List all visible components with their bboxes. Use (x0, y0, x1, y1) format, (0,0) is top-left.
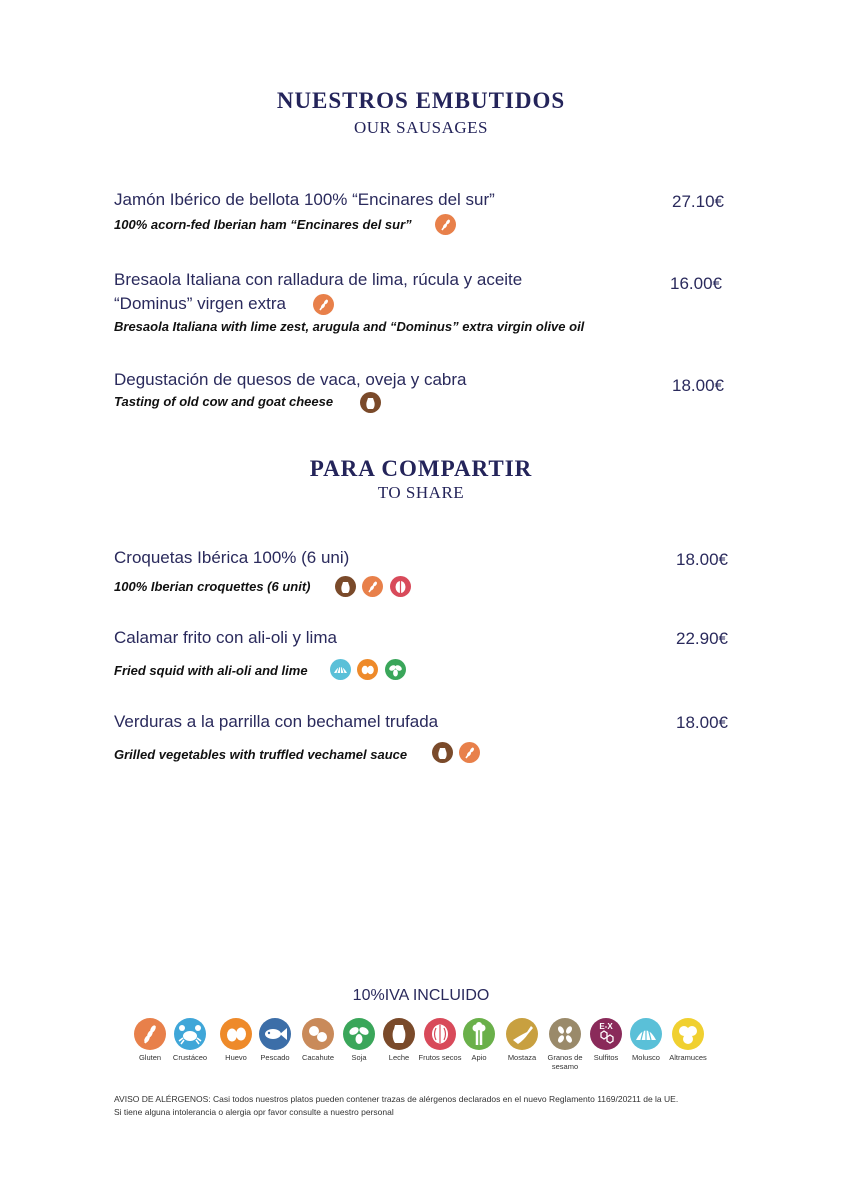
iva-notice: 10%IVA INCLUIDO (352, 987, 490, 1004)
fish-icon (259, 1018, 291, 1050)
legend-label: Crustáceo (172, 1053, 208, 1062)
dish-translation: Grilled vegetables with truffled vechamel sauce (114, 747, 408, 762)
legend-soja (337, 1018, 381, 1062)
milk-icon (335, 576, 356, 597)
dish-price: 18.00€ (676, 713, 728, 732)
dish-allergens (358, 392, 381, 413)
legend-label: Cacahute (301, 1053, 335, 1062)
egg-icon (220, 1018, 252, 1050)
legend-frutos-secos (418, 1018, 462, 1062)
dish-allergens (333, 576, 411, 597)
legend-pescado (253, 1018, 297, 1062)
sulphite-badge-text: E-X (599, 1022, 613, 1031)
shell-icon (630, 1018, 662, 1050)
legend-label: Frutos secos (418, 1053, 462, 1062)
legend-label: Molusco (632, 1053, 660, 1062)
dish-name: Calamar frito con ali-oli y lima (114, 628, 337, 647)
section-title-embutidos: NUESTROS EMBUTIDOS (276, 88, 566, 113)
legend-apio (457, 1018, 501, 1062)
dish-allergens (433, 214, 456, 235)
legend-altramuces (666, 1018, 710, 1062)
mustard-icon (506, 1018, 538, 1050)
soy-icon (385, 659, 406, 680)
legend-mostaza (500, 1018, 544, 1062)
section-subtitle-sausages: OUR SAUSAGES (354, 118, 488, 137)
dish-name: Degustación de quesos de vaca, oveja y cabra (114, 370, 467, 389)
legend-label: Gluten (138, 1053, 162, 1062)
legend-molusco (624, 1018, 668, 1062)
legend-label: Huevo (225, 1053, 247, 1062)
legend-label: Sulfitos (593, 1053, 619, 1062)
dish-name: Verduras a la parrilla con bechamel trufada (114, 712, 439, 731)
soy-icon (343, 1018, 375, 1050)
dish-allergens (328, 659, 406, 680)
legend-label: Pescado (260, 1053, 290, 1062)
shell-icon (330, 659, 351, 680)
legend-label: Soja (351, 1053, 367, 1062)
legend-cacahute (296, 1018, 340, 1062)
sesame-icon (549, 1018, 581, 1050)
peanut-icon (302, 1018, 334, 1050)
nut-icon (424, 1018, 456, 1050)
legend-label: Granos de sesamo (547, 1053, 583, 1071)
allergen-notice-line1: AVISO DE ALÉRGENOS: Casi todos nuestros platos pueden contener trazas de alérgenos declarados en el nuevo Reglamento 1169/20211 de la UE. (114, 1094, 679, 1104)
dish-price: 16.00€ (670, 274, 722, 293)
legend-sesamo (543, 1018, 587, 1071)
dish-name: Jamón Ibérico de bellota 100% “Encinares del sur” (114, 190, 495, 209)
egg-icon (357, 659, 378, 680)
crab-icon (174, 1018, 206, 1050)
nut-icon (390, 576, 411, 597)
milk-icon (383, 1018, 415, 1050)
legend-gluten (128, 1018, 172, 1062)
legend-sulfitos (584, 1018, 628, 1062)
gluten-icon (134, 1018, 166, 1050)
dish-price: 18.00€ (672, 376, 724, 395)
section-title-compartir: PARA COMPARTIR (309, 456, 533, 481)
dish-name: Croquetas Ibérica 100% (6 uni) (114, 548, 350, 567)
legend-label: Apio (471, 1053, 487, 1062)
gluten-icon (362, 576, 383, 597)
dish-allergens (430, 742, 480, 763)
dish-translation: 100% Iberian croquettes (6 unit) (114, 579, 311, 594)
milk-icon (360, 392, 381, 413)
dish-translation: 100% acorn-fed Iberian ham “Encinares del sur” (114, 217, 412, 232)
legend-label: Leche (388, 1053, 410, 1062)
legend-leche (377, 1018, 421, 1062)
gluten-icon (313, 294, 334, 315)
lupin-icon (672, 1018, 704, 1050)
legend-label: Altramuces (669, 1053, 707, 1062)
dish-name-line2: “Dominus” virgen extra (114, 294, 286, 313)
dish-translation: Fried squid with ali-oli and lime (114, 663, 308, 678)
legend-crustaceo (168, 1018, 212, 1062)
gluten-icon (435, 214, 456, 235)
dish-price: 27.10€ (672, 192, 724, 211)
dish-price: 22.90€ (676, 629, 728, 648)
gluten-icon (459, 742, 480, 763)
allergen-notice-line2: Si tiene alguna intolerancia o alergia opr favor consulte a nuestro personal (114, 1107, 394, 1117)
dish-allergens (311, 294, 334, 315)
dish-name-line1: Bresaola Italiana con ralladura de lima, rúcula y aceite (114, 270, 523, 289)
section-subtitle-share: TO SHARE (377, 483, 465, 502)
dish-translation: Tasting of old cow and goat cheese (114, 394, 334, 409)
dish-price: 18.00€ (676, 550, 728, 569)
dish-translation: Bresaola Italiana with lime zest, arugula and “Dominus” extra virgin olive oil (114, 319, 585, 334)
legend-label: Mostaza (507, 1053, 537, 1062)
legend-huevo (214, 1018, 258, 1062)
milk-icon (432, 742, 453, 763)
celery-icon (463, 1018, 495, 1050)
allergen-legend (0, 1018, 842, 1078)
sulphite-icon (590, 1018, 622, 1050)
